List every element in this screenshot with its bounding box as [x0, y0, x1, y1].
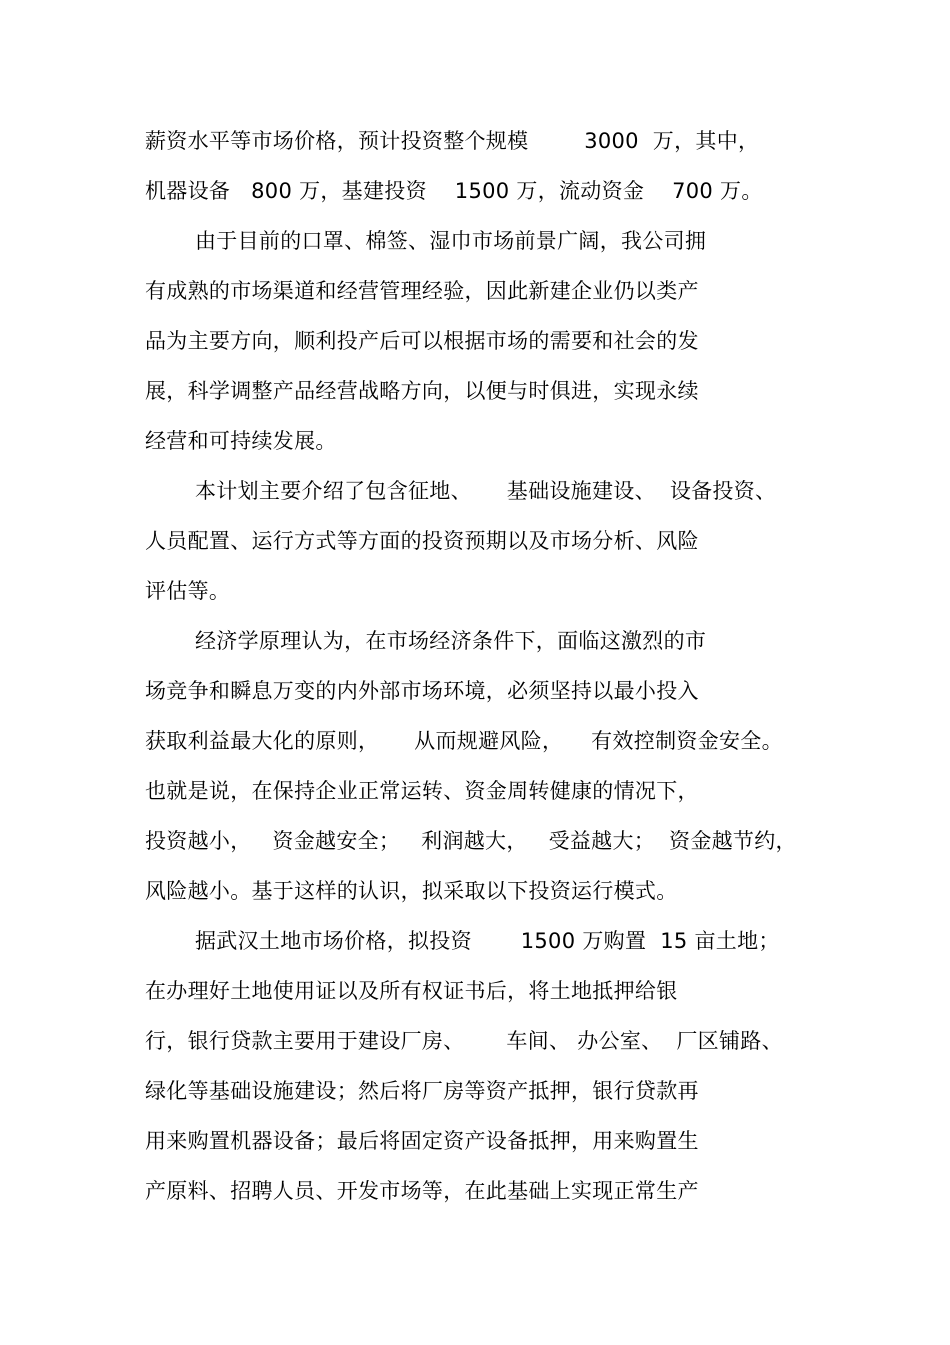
- text-line: 用来购置机器设备；最后将固定资产设备抵押，用来购置生: [145, 1129, 699, 1153]
- text-line: 有成熟的市场渠道和经营管理经验，因此新建企业仍以类产: [145, 279, 699, 303]
- text-line: 投资越小， 资金越安全； 利润越大， 受益越大； 资金越节约，: [145, 829, 797, 853]
- text-line: 绿化等基础设施建设；然后将厂房等资产抵押，银行贷款再: [145, 1079, 699, 1103]
- paragraph-start-line: 本计划主要介绍了包含征地、 基础设施建设、 设备投资、: [195, 479, 777, 503]
- text-line: 评估等。: [145, 579, 231, 603]
- paragraph-start-line: 由于目前的口罩、棉签、湿巾市场前景广阔，我公司拥: [195, 229, 707, 253]
- text-line: 场竞争和瞬息万变的内外部市场环境，必须坚持以最小投入: [145, 679, 699, 703]
- text-line: 机器设备 800 万，基建投资 1500 万，流动资金 700 万。: [145, 179, 763, 203]
- paragraph-start-line: 据武汉土地市场价格，拟投资 1500 万购置 15 亩土地；: [195, 929, 780, 953]
- text-line: 风险越小。基于这样的认识，拟采取以下投资运行模式。: [145, 879, 678, 903]
- paragraph-start-line: 经济学原理认为，在市场经济条件下，面临这激烈的市: [195, 629, 707, 653]
- text-line: 在办理好土地使用证以及所有权证书后，将土地抵押给银: [145, 979, 678, 1003]
- text-line: 薪资水平等市场价格，预计投资整个规模 3000 万，其中，: [145, 129, 760, 153]
- text-line: 经营和可持续发展。: [145, 429, 337, 453]
- text-line: 人员配置、运行方式等方面的投资预期以及市场分析、风险: [145, 529, 699, 553]
- text-line: 也就是说，在保持企业正常运转、资金周转健康的情况下，: [145, 779, 699, 803]
- text-line: 产原料、招聘人员、开发市场等，在此基础上实现正常生产: [145, 1179, 699, 1203]
- text-line: 行，银行贷款主要用于建设厂房、 车间、 办公室、 厂区铺路、: [145, 1029, 783, 1053]
- text-line: 品为主要方向，顺利投产后可以根据市场的需要和社会的发: [145, 329, 699, 353]
- text-line: 展，科学调整产品经营战略方向，以便与时俱进，实现永续: [145, 379, 699, 403]
- text-line: 获取利益最大化的原则， 从而规避风险， 有效控制资金安全。: [145, 729, 783, 753]
